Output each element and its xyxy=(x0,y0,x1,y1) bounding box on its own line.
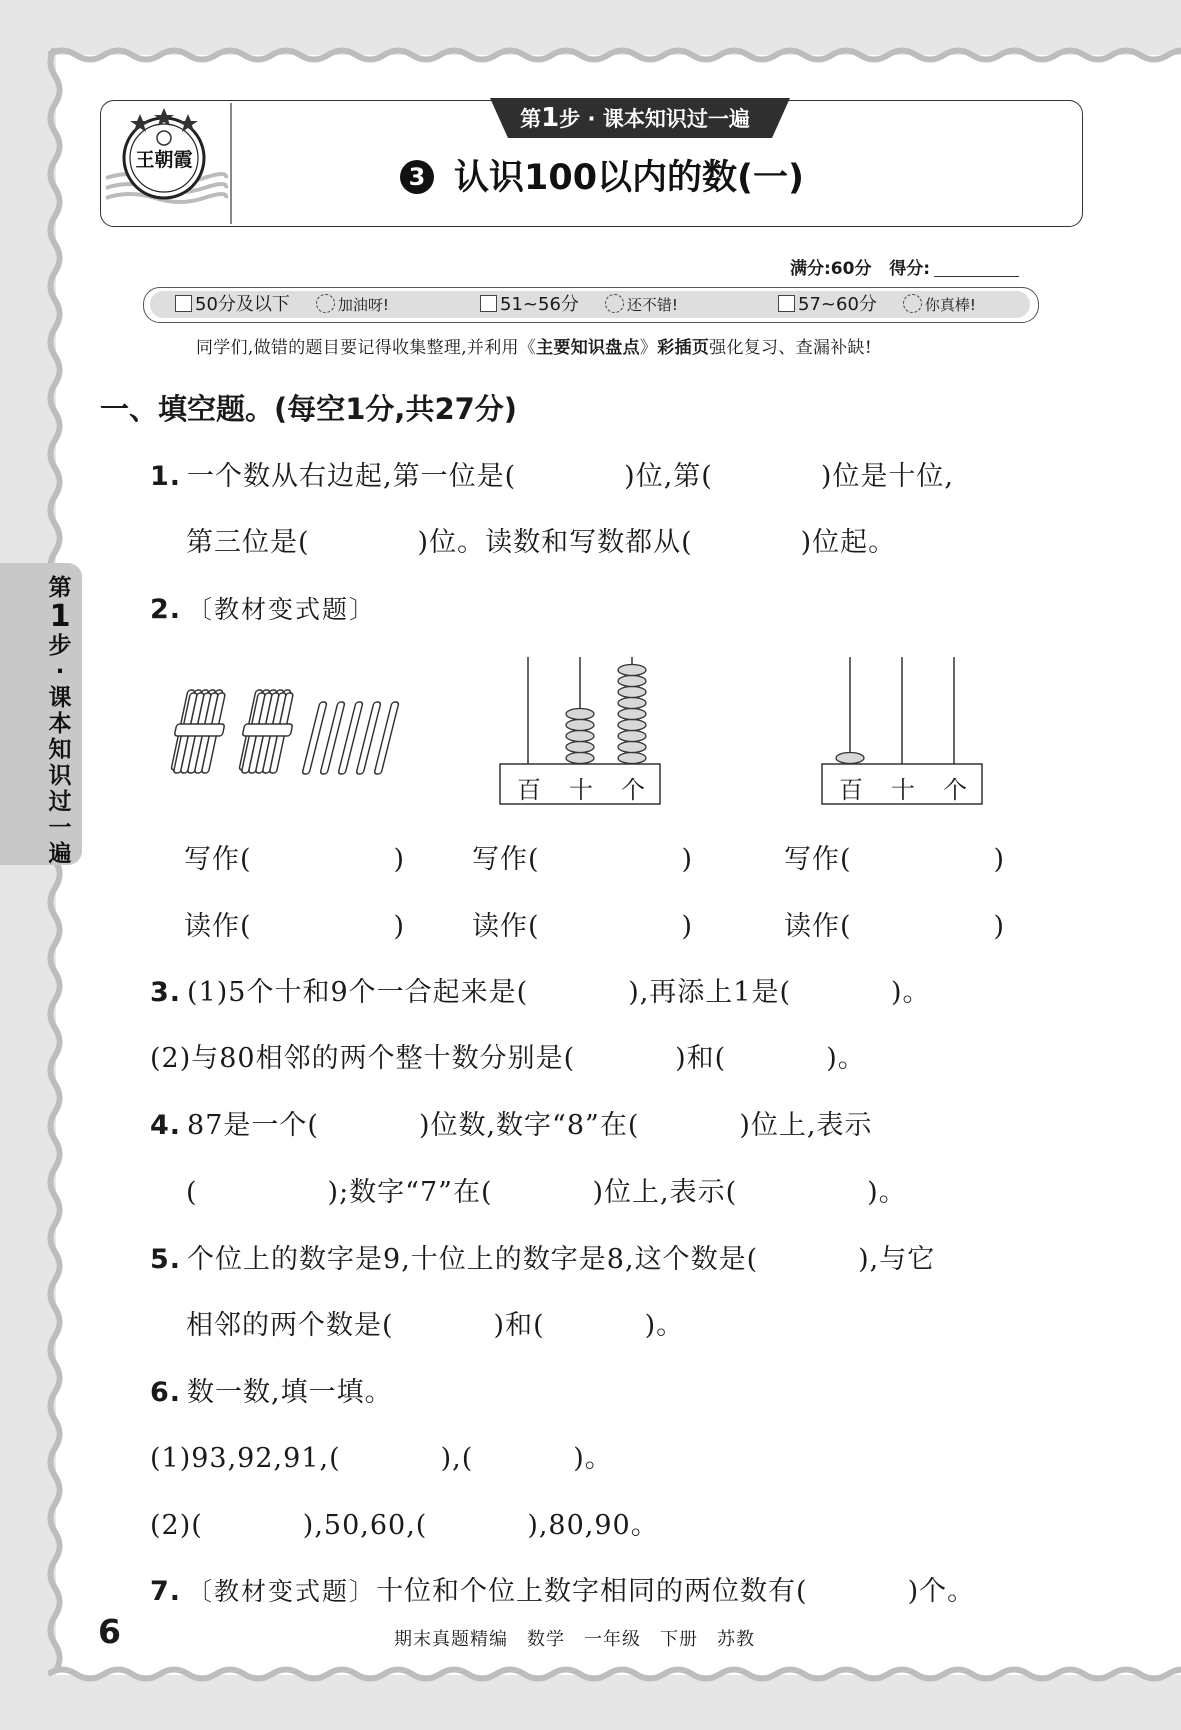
side-tab-char: 步 xyxy=(48,633,72,659)
question-number: 7. xyxy=(150,1576,182,1607)
side-tab-char: 第 xyxy=(48,575,72,601)
question-text: )位是十位, xyxy=(820,461,954,492)
question-text: )和( xyxy=(675,1043,727,1074)
side-tab-char: 本 xyxy=(48,711,72,737)
grade-range: 50分及以下 xyxy=(195,294,290,315)
smiley-icon xyxy=(605,294,624,313)
reminder-bold: 主要知识盘点 xyxy=(536,338,640,358)
question-text: 87是一个( xyxy=(187,1110,319,1141)
question-text: ),80,90。 xyxy=(527,1510,659,1541)
question-4-line-1 xyxy=(150,1103,873,1142)
write-as-2 xyxy=(472,837,693,876)
question-text: (1)93,92,91,( xyxy=(150,1443,341,1474)
question-6-title xyxy=(150,1370,393,1409)
smiley-icon xyxy=(316,294,335,313)
question-text: ) xyxy=(393,844,406,875)
score-blank[interactable] xyxy=(934,259,1019,277)
logo-text: 王朝霞 xyxy=(135,149,193,171)
question-number: 3. xyxy=(150,977,182,1008)
lesson-title-text: 认识100以内的数(一) xyxy=(454,158,805,198)
question-5-line-2 xyxy=(186,1303,684,1342)
read-as-2 xyxy=(472,904,693,943)
question-text: 第三位是( xyxy=(186,527,310,558)
question-text: )位上,表示( xyxy=(592,1177,738,1208)
reminder-text: 同学们,做错的题目要记得收集整理,并利用《 xyxy=(196,338,537,358)
question-6-part-2 xyxy=(150,1503,659,1542)
side-tab-char: 遍 xyxy=(48,841,72,867)
step-prefix: 第 xyxy=(520,107,542,131)
side-tab-char: 知 xyxy=(48,737,72,763)
question-text: 读作( xyxy=(472,911,540,942)
grade-range: 57~60分 xyxy=(798,294,877,315)
header-divider xyxy=(230,103,232,224)
question-text: 一个数从右边起,第一位是( xyxy=(187,461,517,492)
grade-note: 加油呀! xyxy=(337,296,389,314)
lesson-title xyxy=(400,150,900,206)
side-tab-char: · xyxy=(55,659,65,685)
question-text: )位起。 xyxy=(800,527,897,558)
textbook-variant-tag: 〔教材变式题〕 xyxy=(187,1577,377,1606)
question-text: )位上,表示 xyxy=(739,1110,873,1141)
question-3-part-2 xyxy=(150,1036,866,1075)
side-tab-char: 过 xyxy=(48,789,72,815)
question-text: 相邻的两个数是( xyxy=(186,1310,394,1341)
question-text: )和( xyxy=(493,1310,545,1341)
reminder-text: 》 xyxy=(639,338,658,358)
write-as-1 xyxy=(184,837,405,876)
question-text: ) xyxy=(681,844,694,875)
question-text: )。 xyxy=(867,1177,907,1208)
wavy-border-top xyxy=(48,44,1181,66)
write-as-3 xyxy=(784,837,1005,876)
step-number: 1 xyxy=(541,103,560,133)
abacus-1-label-hundreds: 百 xyxy=(517,776,543,804)
question-text: (1)5个十和9个一合起来是( xyxy=(187,977,529,1008)
abacus-1-label-tens: 十 xyxy=(569,776,595,804)
question-text: ) xyxy=(681,911,694,942)
question-3-part-1 xyxy=(150,970,931,1009)
question-text: 写作( xyxy=(472,844,540,875)
side-tab-char: 课 xyxy=(48,685,72,711)
abacus-2-label-tens: 十 xyxy=(891,776,917,804)
grade-segment xyxy=(480,293,678,317)
step-banner-label xyxy=(490,98,780,138)
page-number: 6 xyxy=(98,1612,121,1651)
grade-note: 还不错! xyxy=(626,296,678,314)
question-text: )位,第( xyxy=(624,461,713,492)
question-text: ) xyxy=(993,844,1006,875)
lesson-number-badge: 3 xyxy=(400,160,434,194)
abacus-2-label-hundreds: 百 xyxy=(839,776,865,804)
question-text: 写作( xyxy=(784,844,852,875)
side-tab-char: 1 xyxy=(49,599,71,634)
question-text: ) xyxy=(393,911,406,942)
question-text: 个位上的数字是9,十位上的数字是8,这个数是( xyxy=(187,1244,759,1275)
question-1-line-1 xyxy=(150,454,954,493)
grade-checkbox[interactable] xyxy=(778,295,795,312)
question-text: ),50,60,( xyxy=(302,1510,428,1541)
grade-segment xyxy=(778,293,976,317)
question-number: 2. xyxy=(150,594,182,625)
question-text: ) xyxy=(993,911,1006,942)
question-2-header xyxy=(150,590,376,626)
question-text: )。 xyxy=(644,1310,685,1341)
question-text: );数字“7”在( xyxy=(327,1177,493,1208)
reminder-text: 强化复习、查漏补缺! xyxy=(709,338,872,358)
smiley-icon xyxy=(903,294,922,313)
reminder-note xyxy=(196,333,872,358)
question-text: (2)与80相邻的两个整十数分别是( xyxy=(150,1043,576,1074)
full-score: 满分:60分 xyxy=(790,259,872,279)
step-suffix: 步 · 课本知识过一遍 xyxy=(559,107,750,131)
question-text: 写作( xyxy=(184,844,252,875)
question-7 xyxy=(150,1569,975,1608)
abacus-1-label-ones: 个 xyxy=(621,776,647,804)
grade-checkbox[interactable] xyxy=(480,295,497,312)
side-step-tab-label xyxy=(38,575,82,867)
question-text: (2)( xyxy=(150,1510,203,1541)
question-text: )。 xyxy=(826,1043,866,1074)
question-text: )。 xyxy=(573,1443,613,1474)
wavy-border-bottom xyxy=(48,1663,1181,1685)
question-number: 1. xyxy=(150,461,182,492)
grade-range: 51~56分 xyxy=(500,294,579,315)
score-label: 得分: xyxy=(889,259,931,279)
question-number: 4. xyxy=(150,1110,182,1141)
side-tab-char: 识 xyxy=(48,763,72,789)
read-as-1 xyxy=(184,904,405,943)
question-text: ),与它 xyxy=(858,1244,936,1275)
question-4-line-2 xyxy=(186,1170,907,1209)
question-6-part-1 xyxy=(150,1436,613,1475)
question-number: 6. xyxy=(150,1377,182,1408)
score-line xyxy=(790,254,1019,279)
question-text: ( xyxy=(186,1177,198,1208)
footer-text: 期末真题精编 数学 一年级 下册 苏教 xyxy=(394,1629,755,1650)
stick-bundles-figure xyxy=(170,680,410,795)
question-1-line-2 xyxy=(186,520,896,559)
question-text: 读作( xyxy=(184,911,252,942)
question-number: 5. xyxy=(150,1244,182,1275)
question-text: 读作( xyxy=(784,911,852,942)
brand-logo-icon xyxy=(100,100,230,225)
read-as-3 xyxy=(784,904,1005,943)
question-text: 数一数,填一填。 xyxy=(187,1377,393,1408)
question-text: )位数,数字“8”在( xyxy=(418,1110,640,1141)
textbook-variant-tag: 〔教材变式题〕 xyxy=(187,595,377,624)
question-5-line-1 xyxy=(150,1237,935,1276)
grade-note: 你真棒! xyxy=(924,296,976,314)
reminder-bold: 彩插页 xyxy=(657,338,710,358)
question-text: ),( xyxy=(440,1443,474,1474)
section-title: 一、填空题。(每空1分,共27分) xyxy=(100,392,518,426)
side-tab-char: 一 xyxy=(48,815,72,841)
question-text: )位。读数和写数都从( xyxy=(417,527,693,558)
abacus-2-label-ones: 个 xyxy=(943,776,969,804)
grade-checkbox[interactable] xyxy=(175,295,192,312)
question-text: )。 xyxy=(891,977,931,1008)
question-text: 十位和个位上数字相同的两位数有( xyxy=(376,1576,808,1607)
question-text: )个。 xyxy=(907,1576,976,1607)
question-text: ),再添上1是( xyxy=(628,977,792,1008)
grade-segment xyxy=(175,293,389,317)
